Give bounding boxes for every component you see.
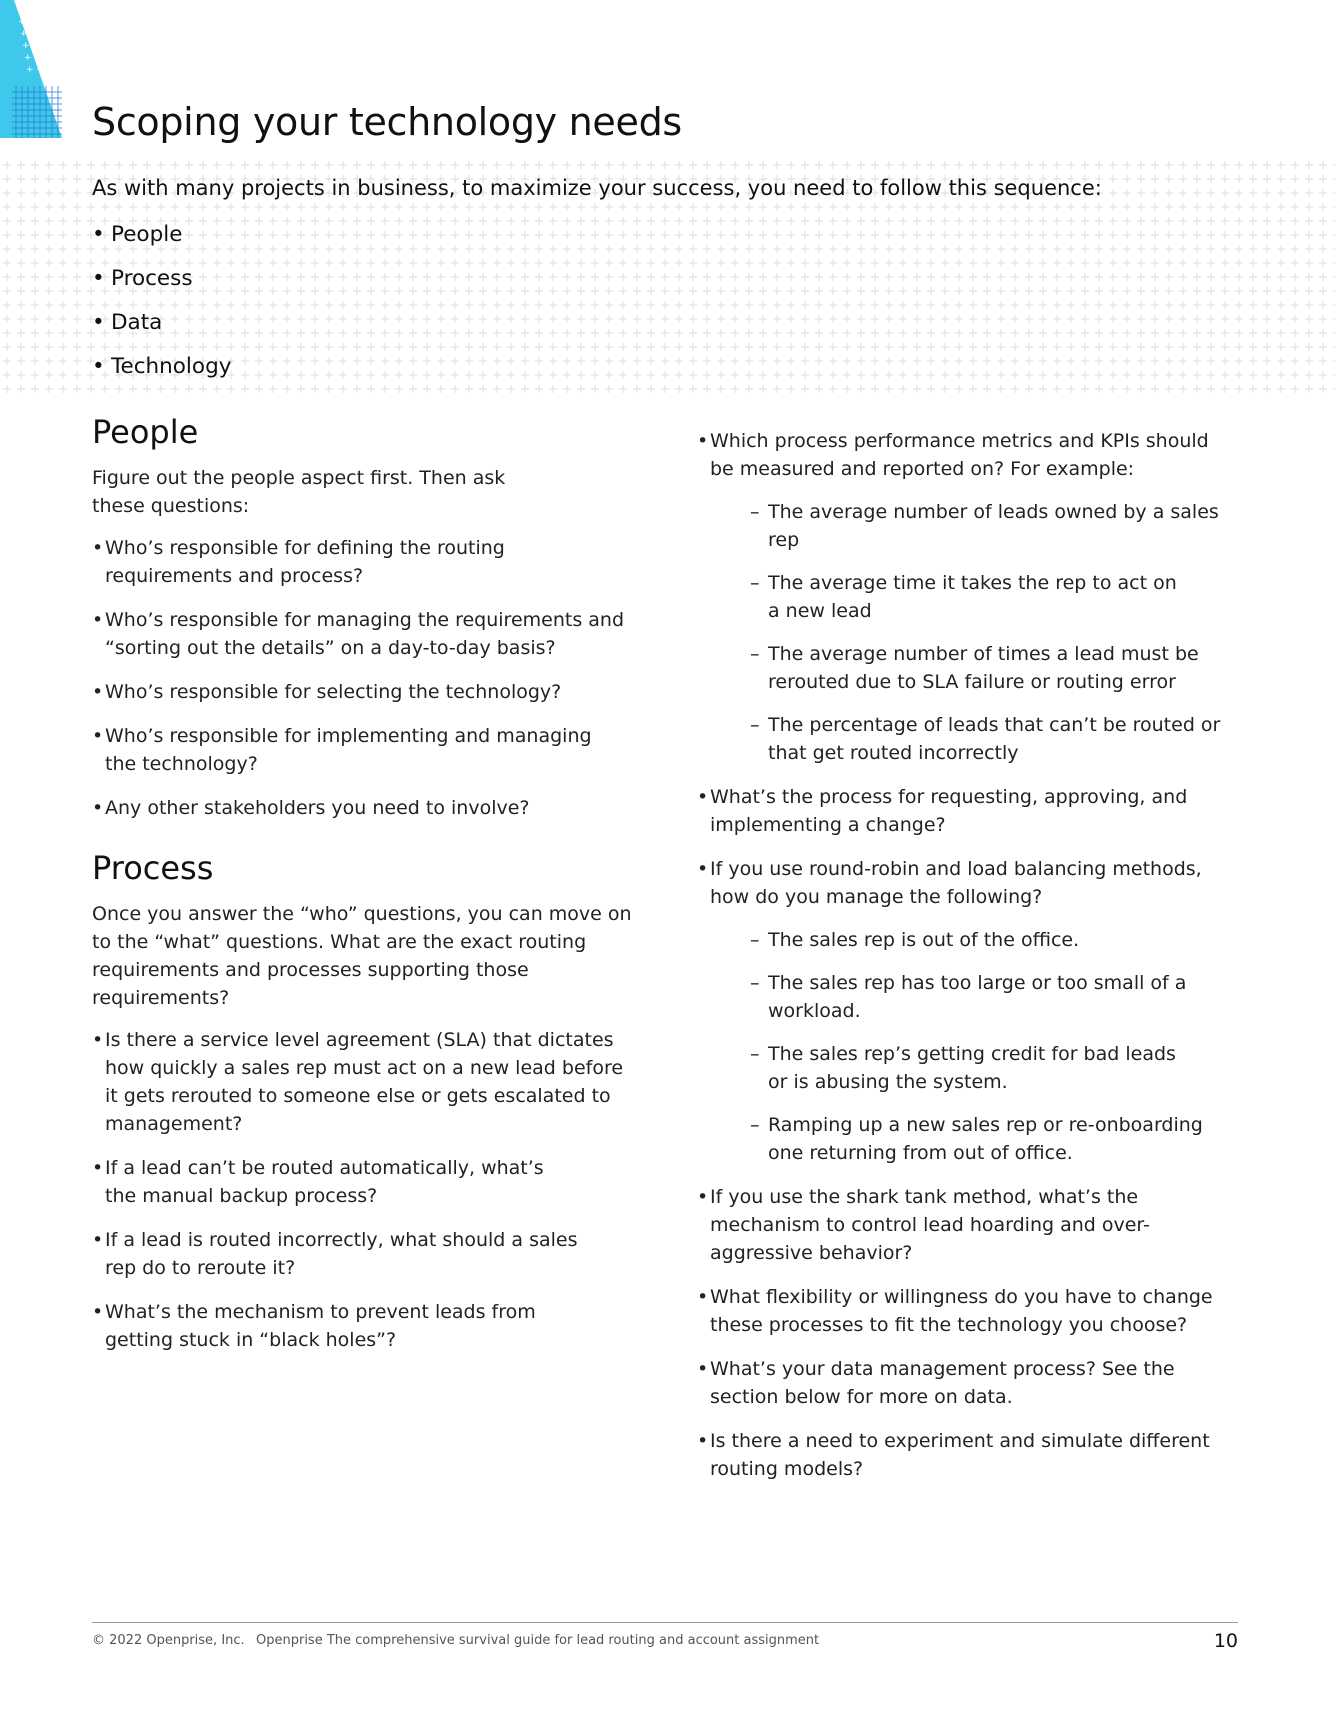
- sub-list-item: – The sales rep has too large or too small of a workload.: [750, 969, 1188, 1025]
- list-item: • Who’s responsible for managing the requirements and “sorting out the details” on a day-to-day basis?: [92, 606, 625, 662]
- corner-decoration: [0, 0, 72, 140]
- left-column: [92, 412, 672, 1370]
- page-number: 10: [1213, 1630, 1238, 1652]
- process-heading: Process: [92, 849, 214, 887]
- sequence-item: • Technology: [92, 352, 231, 396]
- people-heading: People: [92, 413, 199, 451]
- sub-list-item: – The average number of times a lead must be rerouted due to SLA failure or routing error: [750, 640, 1237, 696]
- list-item: [697, 855, 1237, 1167]
- process-question-list: [92, 1026, 672, 1354]
- page-title: Scoping your technology needs: [92, 100, 682, 144]
- people-section: [92, 412, 672, 822]
- process-question-list-continued: [697, 427, 1237, 1483]
- page-footer: [92, 1630, 1238, 1660]
- svg-text:+ + +: + + +: [26, 65, 55, 75]
- svg-text:+ + + +: + + + +: [24, 53, 63, 63]
- list-item: • What flexibility or willingness do you have to change these processes to fit the technology you choose?: [697, 1283, 1237, 1339]
- sub-list-item: – The percentage of leads that can’t be routed or that get routed incorrectly: [750, 711, 1237, 767]
- sub-list-item: – The average number of leads owned by a sales rep: [750, 498, 1237, 554]
- svg-text:+ + + +: + + + +: [18, 17, 57, 27]
- process-section: [92, 848, 672, 1354]
- list-item: • Is there a service level agreement (SLA) that dictates how quickly a sales rep must act on a new lead before it gets rerouted to someone else or gets escalated to management?: [92, 1026, 630, 1138]
- list-item: • What’s your data management process? See the section below for more on data.: [697, 1355, 1237, 1411]
- list-item: • Who’s responsible for implementing and managing the technology?: [92, 722, 625, 778]
- svg-text:+ + + +: + + + +: [16, 5, 55, 15]
- list-item: • If you use the shark tank method, what’s the mechanism to control lead hoarding and over-aggressive behavior?: [697, 1183, 1237, 1267]
- footer-divider: [92, 1622, 1238, 1623]
- right-column: [697, 413, 1237, 1499]
- list-item: • What’s the process for requesting, approving, and implementing a change?: [697, 783, 1237, 839]
- list-item: • If a lead can’t be routed automatically, what’s the manual backup process?: [92, 1154, 575, 1210]
- sequence-list: [92, 220, 231, 396]
- sub-list-item: – The sales rep’s getting credit for bad leads or is abusing the system.: [750, 1040, 1188, 1096]
- list-item: • Is there a need to experiment and simulate different routing models?: [697, 1427, 1237, 1483]
- sub-list-item: – The sales rep is out of the office.: [750, 926, 1237, 954]
- footer-guide-title: Openprise The comprehensive survival guide for lead routing and account assignment: [256, 1633, 820, 1648]
- sequence-item: • Process: [92, 264, 231, 308]
- list-item: • If a lead is routed incorrectly, what should a sales rep do to reroute it?: [92, 1226, 595, 1282]
- svg-text:+ + + +: + + + +: [22, 41, 61, 51]
- sequence-item: • People: [92, 220, 231, 264]
- metrics-question: Which process performance metrics and KPIs should be measured and reported on? For example:: [710, 430, 1209, 480]
- intro-text: As with many projects in business, to maximize your success, you need to follow this sequence:: [92, 176, 1102, 200]
- list-item: • What’s the mechanism to prevent leads from getting stuck in “black holes”?: [92, 1298, 585, 1354]
- roundrobin-sublist: [750, 926, 1237, 1167]
- list-item: • Any other stakeholders you need to involve?: [92, 794, 672, 822]
- sub-list-item: – The average time it takes the rep to act on a new lead: [750, 569, 1188, 625]
- people-paragraph: Figure out the people aspect first. Then ask these questions:: [92, 467, 506, 517]
- sequence-item: • Data: [92, 308, 231, 352]
- roundrobin-question: If you use round-robin and load balancing methods, how do you manage the following?: [710, 858, 1202, 908]
- process-paragraph: Once you answer the “who” questions, you can move on to the “what” questions. What are the exact routing requirements and processes supporting those requirements?: [92, 903, 632, 1009]
- list-item: • Who’s responsible for defining the routing requirements and process?: [92, 534, 615, 590]
- list-item: • Who’s responsible for selecting the technology?: [92, 678, 672, 706]
- sub-list-item: – Ramping up a new sales rep or re-onboarding one returning from out of office.: [750, 1111, 1237, 1167]
- footer-copyright: © 2022 Openprise, Inc.: [92, 1633, 245, 1648]
- metrics-sublist: [750, 498, 1237, 767]
- svg-text:+ + + +: + + + +: [20, 29, 59, 39]
- people-question-list: [92, 534, 672, 822]
- list-item: [697, 427, 1237, 767]
